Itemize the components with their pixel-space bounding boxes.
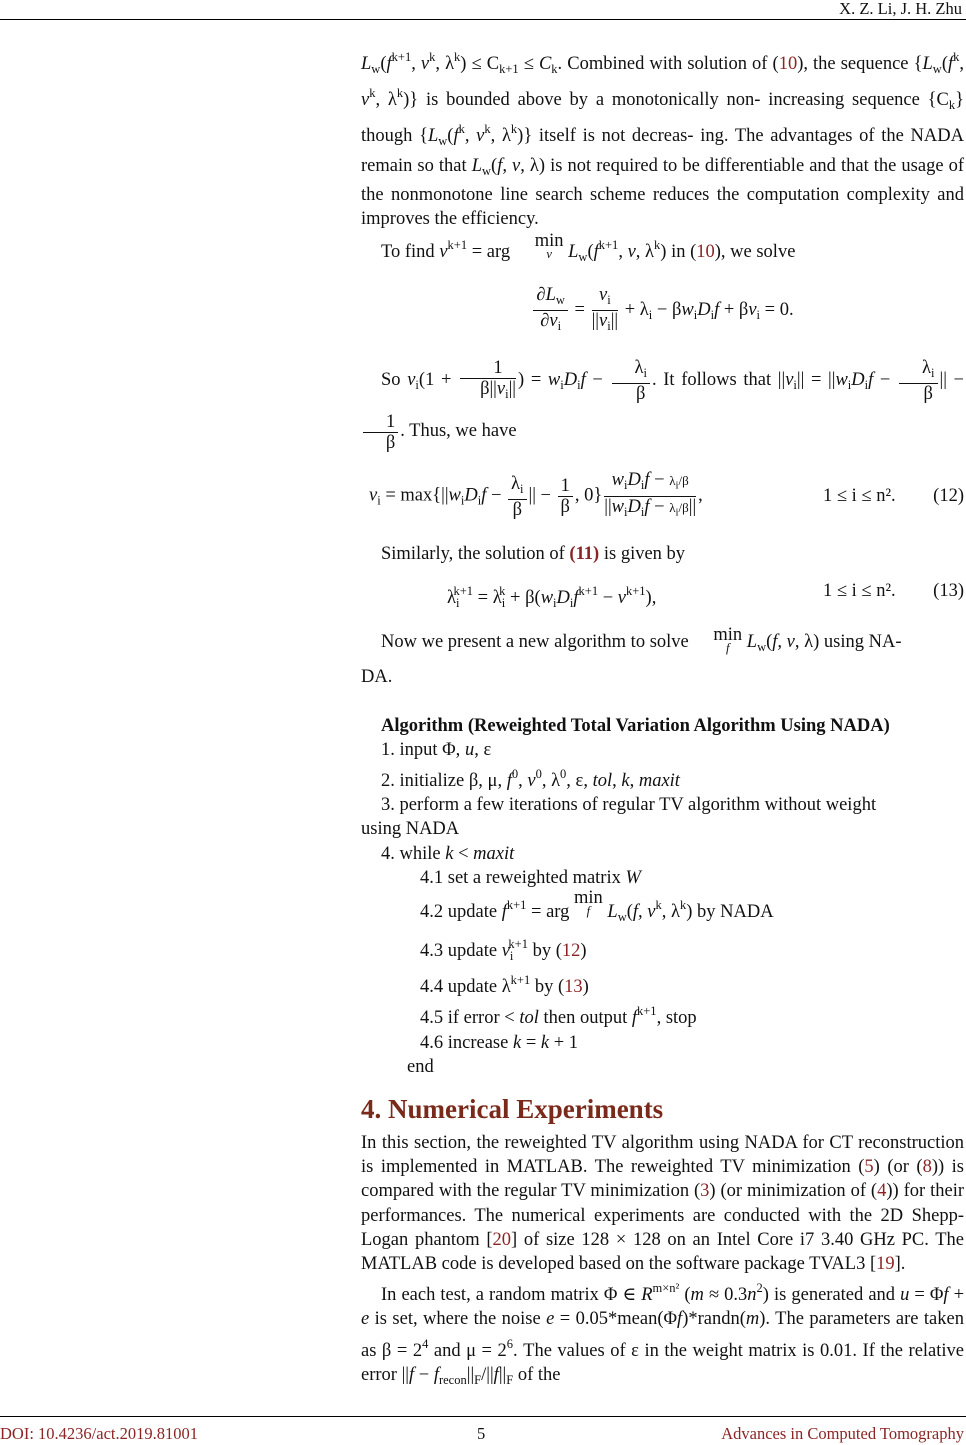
eq-ref-10[interactable]: 10 bbox=[696, 242, 715, 263]
footer-doi-link[interactable]: DOI: 10.4236/act.2019.81001 bbox=[0, 1424, 198, 1443]
paragraph-new-algorithm: Now we present a new algorithm to solve min f $L_w(f$, v, λ) using NA- DA. bbox=[361, 624, 902, 687]
eq-ref-3[interactable]: 3 bbox=[700, 1181, 710, 1202]
main-column bbox=[361, 0, 964, 1392]
paragraph-section4-intro: In this section, the reweighted TV algorithm using NADA for CT reconstruction is implemented in MATLAB. The reweighted TV minimization (5) (or (8)) is compared with the regular TV minimization (3) (or minimization of (4)) for their performances. The numerical experiments are conducted with the 2D Shepp-Logan phantom [20] of size 128 × 128 on an Intel Core i7 3.40 GHz PC. The MATLAB code is developed based on the software package TVAL3 [19]. bbox=[361, 1133, 965, 1275]
algorithm-substep-4-6: 4.6 increase k = k + 1 bbox=[420, 1032, 579, 1053]
paragraph-find-v: To find $v^{k+1}$ = arg min v $L_w(f^{k+1}$, v, $\lambda^k$) in (10), we solve bbox=[381, 231, 796, 265]
eq-ref-10[interactable]: 10 bbox=[778, 54, 798, 74]
algorithm-title: Algorithm (Reweighted Total Variation Algorithm Using NADA) bbox=[381, 715, 890, 736]
equation-13-number: (13) bbox=[933, 580, 964, 601]
paragraph-so-vi: So $v_i(1$ + $\frac{1}{\beta||v_i||}$ ) = $w_iD_if$ − $\frac{\lambda_i}{\beta}$ . It follows that $||v_i|| = ||w_iD_if$ − $\frac{\lambda_i}{\beta}$ || − $\frac{1}{\beta}$ . Thus, we have bbox=[361, 357, 964, 454]
paragraph-section4-setup: In each test, a random matrix Φ ∈ $R^{m\times n^2}$ $(m \approx 0.3n^2)$ is generated and u = Φf + e is set, where the noise e = 0.05*mean(Φf)*randn(m). The parameters are taken as $\beta = 2^4$ and $\mu = 2^6$. The values of ε in the weight matrix is 0.01. If the relative error $||f - f_{recon}||_F/||f||_F$ of the bbox=[361, 1281, 965, 1387]
algorithm-step-1: 1. input Φ, u, ε bbox=[381, 739, 492, 760]
algorithm-substep-4-5: 4.5 if error < tol then output $f^{k+1}$, stop bbox=[420, 1004, 697, 1029]
cite-ref-19[interactable]: 19 bbox=[876, 1254, 895, 1275]
eq-ref-13[interactable]: 13 bbox=[564, 977, 583, 998]
algorithm-step-3-cont: using NADA bbox=[361, 819, 460, 840]
paragraph-similarly: Similarly, the solution of (11) is given by bbox=[381, 544, 686, 565]
equation-dL-dv: $\frac{\partial L_w}{\partial v_i}$ = $\frac{v_i}{||v_i||}$ + $\lambda_i - \beta w_iD_if + \beta v_i = 0$. bbox=[361, 285, 964, 341]
algorithm-substep-4-4: 4.4 update $\lambda^{k+1}$ by (13) bbox=[420, 973, 589, 998]
algorithm-substep-4-2: 4.2 update $f^{k+1}$ = arg min f $L_w(f$, $v^k$, $\lambda^k$) by NADA bbox=[420, 888, 774, 925]
algorithm-step-4: 4. while k < maxit bbox=[381, 843, 515, 864]
footer-rule bbox=[0, 1416, 966, 1417]
eq-ref-4[interactable]: 4 bbox=[877, 1181, 887, 1202]
equation-12-number: (12) bbox=[933, 486, 964, 507]
equation-13-range: 1 ≤ i ≤ n². bbox=[823, 580, 896, 601]
equation-12: $v_i = \max\{||w_iD_if$ − $\frac{\lambda_i}{\beta}$ || − $\frac{1}{\beta}$ , 0} $\frac{w_iD_if - \lambda_i/\beta}{||w_iD_if - \lambda_i/\beta||}$ , 1 ≤ i ≤ n². (12) bbox=[369, 470, 964, 520]
cite-ref-20[interactable]: 20 bbox=[492, 1229, 512, 1250]
eq-ref-8[interactable]: 8 bbox=[922, 1157, 932, 1178]
paragraph-convergence: $L_w(f^{k+1}$, $v^k$, $\lambda^k) \le C_{k+1} \le C_k$. Combined with solution of (10), the sequence {$L_w(f^k$, $v^k$, $\lambda^k$)} is bounded above by a monotonically non- increasing sequence $\{C_k\}$ though {$L_w(f^k$, $v^k$, $\lambda^k$)} itself is not decreas- ing. The advantages of the NADA remain so that $L_w(f$, v, λ) is not required to be differentiable and that the usage of the nonmonotone line search scheme reduces the computation complexity and improves the efficiency. bbox=[361, 50, 965, 230]
algorithm-end: end bbox=[407, 1056, 434, 1077]
algorithm-step-3: 3. perform a few iterations of regular TV algorithm without weight bbox=[381, 795, 877, 816]
algorithm-block bbox=[361, 714, 964, 1079]
footer-journal-link[interactable]: Advances in Computed Tomography bbox=[721, 1424, 964, 1443]
algorithm-step-2: 2. initialize β, μ, $f^0$, $v^0$, $\lambda^0$, ε, tol, k, maxit bbox=[381, 767, 680, 792]
eq-ref-5[interactable]: 5 bbox=[864, 1157, 874, 1178]
equation-13: $\lambda_i^{k+1} = \lambda_i^k + \beta(w_iD_if^{k+1} - v^{k+1})$, 1 ≤ i ≤ n². (13) bbox=[447, 580, 964, 610]
footer-page-number: 5 bbox=[477, 1424, 486, 1443]
algorithm-substep-4-3: 4.3 update $v_i^{k+1}$ by (12) bbox=[420, 937, 587, 964]
eq-ref-12[interactable]: 12 bbox=[561, 941, 581, 962]
running-header-authors: X. Z. Li, J. H. Zhu bbox=[839, 0, 962, 18]
section-title-numerical-experiments: 4. Numerical Experiments bbox=[361, 1094, 664, 1125]
algorithm-substep-4-1: 4.1 set a reweighted matrix W bbox=[420, 867, 641, 888]
equation-12-range: 1 ≤ i ≤ n². bbox=[823, 486, 896, 507]
eq-ref-11[interactable]: (11) bbox=[569, 544, 600, 565]
